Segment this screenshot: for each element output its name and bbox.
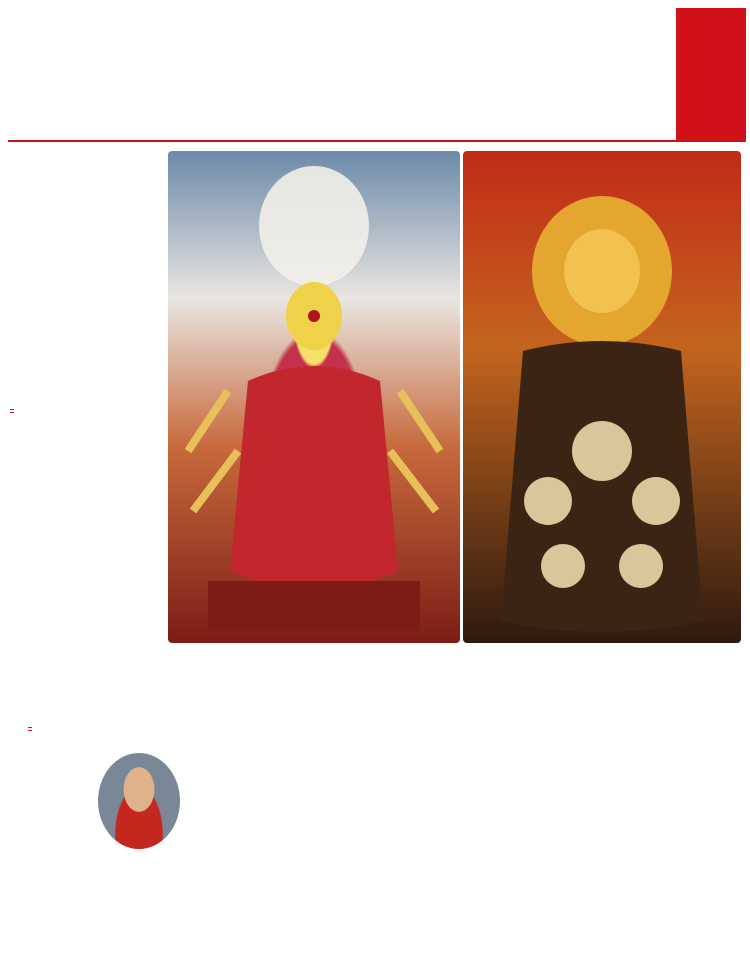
theme-idol-illustration <box>463 151 741 643</box>
masthead-divider <box>8 140 746 142</box>
durga-idol-photo-theme <box>463 151 741 643</box>
traditional-idol-illustration <box>168 151 460 643</box>
sanatan-rudrapal-portrait <box>96 751 182 851</box>
page-number-box <box>676 8 746 140</box>
durga-idol-photo-traditional <box>168 151 460 643</box>
